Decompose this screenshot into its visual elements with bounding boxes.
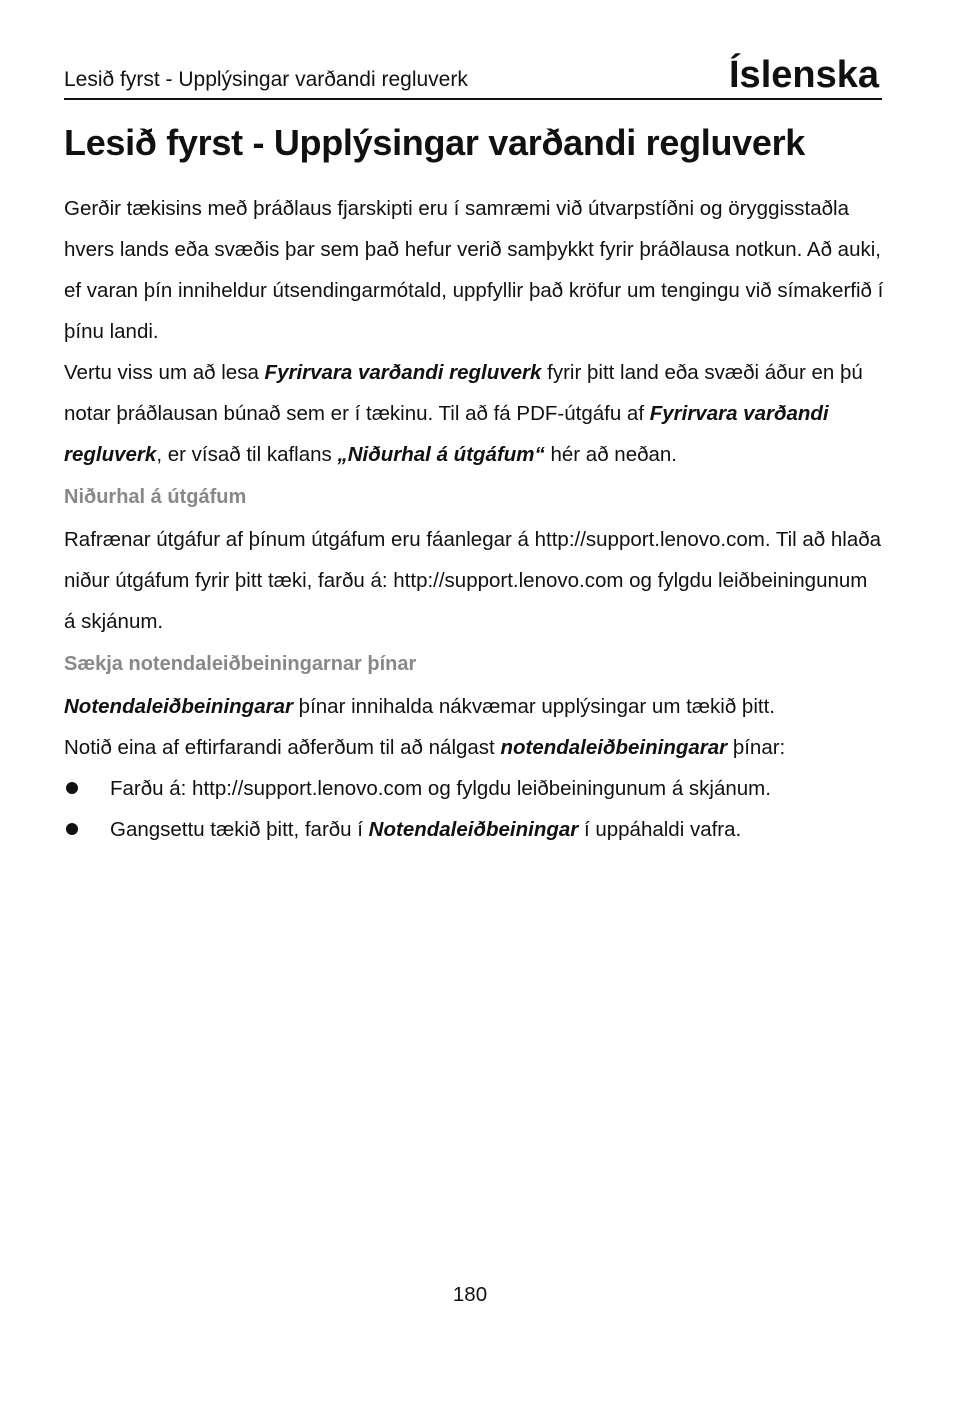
document-body	[64, 188, 884, 850]
bullet-icon	[66, 823, 78, 835]
text-run: Gangsettu tækið þitt, farðu í	[110, 818, 369, 841]
bullet-list	[64, 768, 884, 850]
user-guide-methods-paragraph	[64, 727, 884, 768]
page-title: Lesið fyrst - Upplýsingar varðandi regluverk	[64, 122, 806, 163]
downloads-paragraph: Rafrænar útgáfur af þínum útgáfum eru fáanlegar á http://support.lenovo.com. Til að hlaða niður útgáfum fyrir þitt tæki, farðu á: http://support.lenovo.com og fylgdu leiðbeiningunum á skjánum.	[64, 528, 882, 633]
text-run: hér að neðan.	[544, 443, 678, 466]
regulatory-notice-paragraph	[64, 352, 884, 475]
emphasis-user-guide: Notendaleiðbeiningar	[368, 818, 579, 841]
language-label: Íslenska	[729, 54, 879, 96]
intro-paragraph: Gerðir tækisins með þráðlaus fjarskipti eru í samræmi við útvarpstíðni og öryggisstaðla hvers lands eða svæðis þar sem það hefur verið samþykkt fyrir þráðlausa notkun. Að auki, ef varan þín inniheldur útsendingarmótald, uppfyllir það kröfur um tengingu við símakerfið í þínu landi.	[64, 197, 884, 343]
text-run: þínar:	[727, 736, 786, 759]
bullet-icon	[66, 782, 78, 794]
section-heading-user-guide: Sækja notendaleiðbeiningarnar þínar	[64, 653, 417, 675]
emphasis-regulatory-notice: Fyrirvara varðandi regluverk	[264, 361, 542, 384]
bullet-text: Farðu á: http://support.lenovo.com og fylgdu leiðbeiningunum á skjánum.	[110, 777, 771, 800]
list-item	[64, 809, 884, 850]
text-run: , er vísað til kaflans	[156, 443, 338, 466]
text-run: fyrir þitt land eða svæði áður en þú notar þráðlausan búnað sem er í tækinu. Til að fá PDF-útgáfu af	[64, 361, 863, 425]
text-run: Vertu viss um að lesa	[64, 361, 265, 384]
running-header-title: Lesið fyrst - Upplýsingar varðandi regluverk	[64, 68, 468, 91]
emphasis-regulatory-notice: Fyrirvara varðandi regluverk	[64, 402, 829, 466]
emphasis-user-guide: Notendaleiðbeiningarar	[64, 695, 293, 718]
page-number: 180	[452, 1283, 488, 1306]
text-run: Notið eina af eftirfarandi aðferðum til að nálgast	[64, 736, 501, 759]
emphasis-user-guide: notendaleiðbeiningarar	[500, 736, 728, 759]
emphasis-section-reference: „Niðurhal á útgáfum“	[337, 443, 545, 466]
list-item	[64, 768, 884, 809]
text-run: í uppáhaldi vafra.	[578, 818, 742, 841]
user-guide-paragraph	[64, 686, 884, 727]
text-run: þínar innihalda nákvæmar upplýsingar um tækið þitt.	[292, 695, 775, 718]
section-heading-downloads: Niðurhal á útgáfum	[64, 486, 247, 508]
running-header	[64, 54, 882, 100]
